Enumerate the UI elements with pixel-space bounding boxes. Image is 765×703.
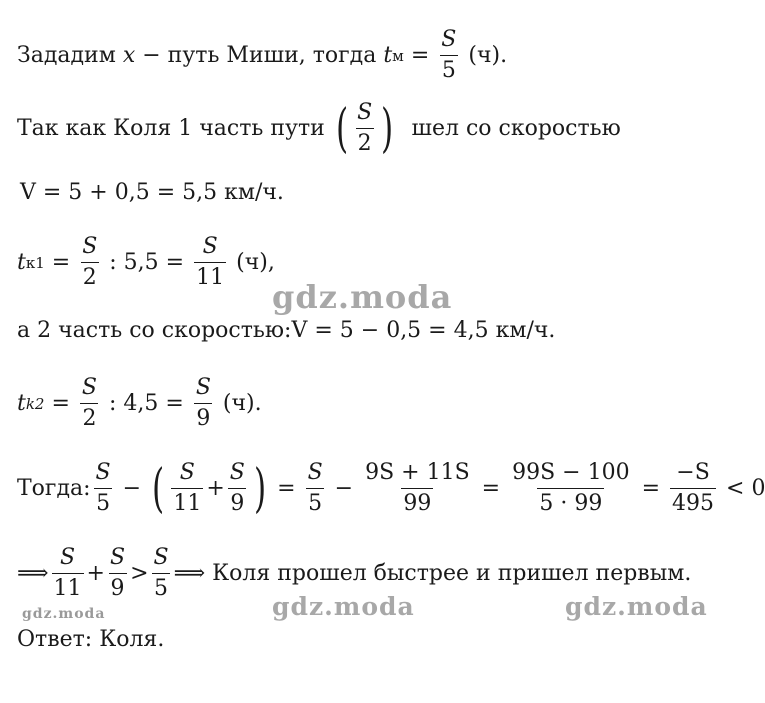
numerator: S [82, 234, 98, 259]
watermark-bottom-mid: gdz.moda [272, 592, 415, 621]
numerator: 99S − 100 [512, 460, 630, 485]
togda-label: Тогда: [17, 476, 91, 501]
fraction [108, 543, 127, 604]
equals: = [51, 391, 70, 416]
equals: = [277, 476, 296, 501]
numerator: S [60, 545, 76, 570]
denominator: 99 [401, 488, 433, 519]
fraction [94, 458, 113, 519]
denominator: 9 [109, 573, 127, 604]
fraction [363, 458, 472, 519]
unit: (ч). [468, 43, 508, 68]
line-2 [17, 98, 621, 159]
minus: − [122, 476, 142, 501]
equals: = [481, 476, 501, 501]
equals: = [51, 250, 71, 275]
fraction-s-2 [355, 98, 374, 159]
denominator: 11 [171, 488, 203, 519]
fraction-s-11 [194, 232, 226, 293]
watermark-bottom-right: gdz.moda [565, 592, 708, 621]
t-subscript: м [392, 46, 404, 65]
answer [17, 627, 164, 652]
line-3 [20, 180, 284, 205]
numerator: S [202, 234, 218, 259]
answer-text: Ответ: Коля. [17, 627, 165, 652]
numerator: S [95, 460, 111, 485]
denominator: 5 [94, 488, 112, 519]
numerator: S [229, 460, 245, 485]
fraction-s-2 [80, 232, 99, 293]
numerator: S [153, 545, 169, 570]
denominator: 9 [194, 403, 212, 434]
denominator: 5 [306, 488, 324, 519]
denominator: 11 [194, 262, 226, 293]
fraction-s-2 [80, 373, 99, 434]
implies-arrow: ⟹ [173, 561, 206, 586]
denominator: 2 [356, 128, 374, 159]
unit: (ч). [222, 391, 262, 416]
denominator: 495 [670, 488, 716, 519]
line-1-text-2: путь Миши, тогда [167, 43, 377, 68]
dash: − [142, 43, 161, 68]
denominator: 2 [81, 262, 99, 293]
denominator: 5 [440, 55, 458, 86]
left-paren: ( [335, 98, 349, 159]
t-subscript: k2 [25, 394, 45, 413]
plus: + [86, 561, 105, 586]
division-expression: : 5,5 = [109, 250, 185, 275]
t-symbol: t [383, 43, 393, 68]
t-symbol: t [17, 250, 26, 275]
numerator: S [195, 375, 211, 400]
minus: − [334, 476, 354, 501]
fraction [306, 458, 325, 519]
numerator: S [81, 375, 97, 400]
numerator: S [179, 460, 195, 485]
numerator: 9S + 11S [365, 460, 470, 485]
fraction [171, 458, 203, 519]
var-x: x [122, 43, 136, 68]
unit: (ч), [236, 250, 275, 275]
line-4 [17, 232, 275, 293]
line-1 [17, 25, 507, 86]
denominator: 5 [152, 573, 170, 604]
plus: + [206, 476, 225, 501]
line-7 [17, 458, 765, 519]
denominator: 11 [52, 573, 84, 604]
numerator: S [307, 460, 323, 485]
division-expression: : 4,5 = [109, 391, 184, 416]
line-1-text: Зададим [17, 43, 116, 68]
fraction [52, 543, 84, 604]
right-paren: ) [253, 458, 267, 519]
denominator: 5 · 99 [537, 488, 604, 519]
implies-arrow: ⟹ [17, 561, 49, 586]
t-subscript: к1 [25, 253, 45, 272]
t-symbol: t [17, 391, 26, 416]
left-paren: ( [152, 458, 165, 519]
denominator: 2 [80, 403, 98, 434]
line-2-text: Так как Коля 1 часть пути [17, 116, 325, 141]
less-than-zero: < 0 [726, 476, 765, 501]
line-5-text: а 2 часть со скоростью: [17, 318, 292, 343]
equals: = [641, 476, 661, 501]
numerator: S [357, 100, 373, 125]
fraction [228, 458, 247, 519]
speed-expression-2: V = 5 − 0,5 = 4,5 км/ч. [291, 318, 556, 343]
numerator: −S [676, 460, 710, 485]
line-5 [17, 318, 555, 343]
watermark-center: gdz.moda [272, 278, 453, 316]
line-6 [17, 373, 262, 434]
numerator: S [441, 27, 457, 52]
denominator: 9 [228, 488, 246, 519]
right-paren: ) [381, 98, 394, 159]
fraction-s-9 [194, 373, 213, 434]
equals: = [410, 43, 430, 68]
watermark-small: gdz.moda [22, 606, 106, 622]
fraction-s-5 [439, 25, 458, 86]
fraction [670, 458, 716, 519]
conclusion-text: Коля прошел быстрее и пришел первым. [212, 561, 692, 586]
numerator: S [109, 545, 126, 570]
fraction [152, 543, 171, 604]
fraction [510, 458, 631, 519]
greater-than: > [130, 561, 149, 586]
speed-expression-1: V = 5 + 0,5 = 5,5 км/ч. [20, 180, 284, 205]
line-2-text-2: шел со скоростью [411, 116, 621, 141]
